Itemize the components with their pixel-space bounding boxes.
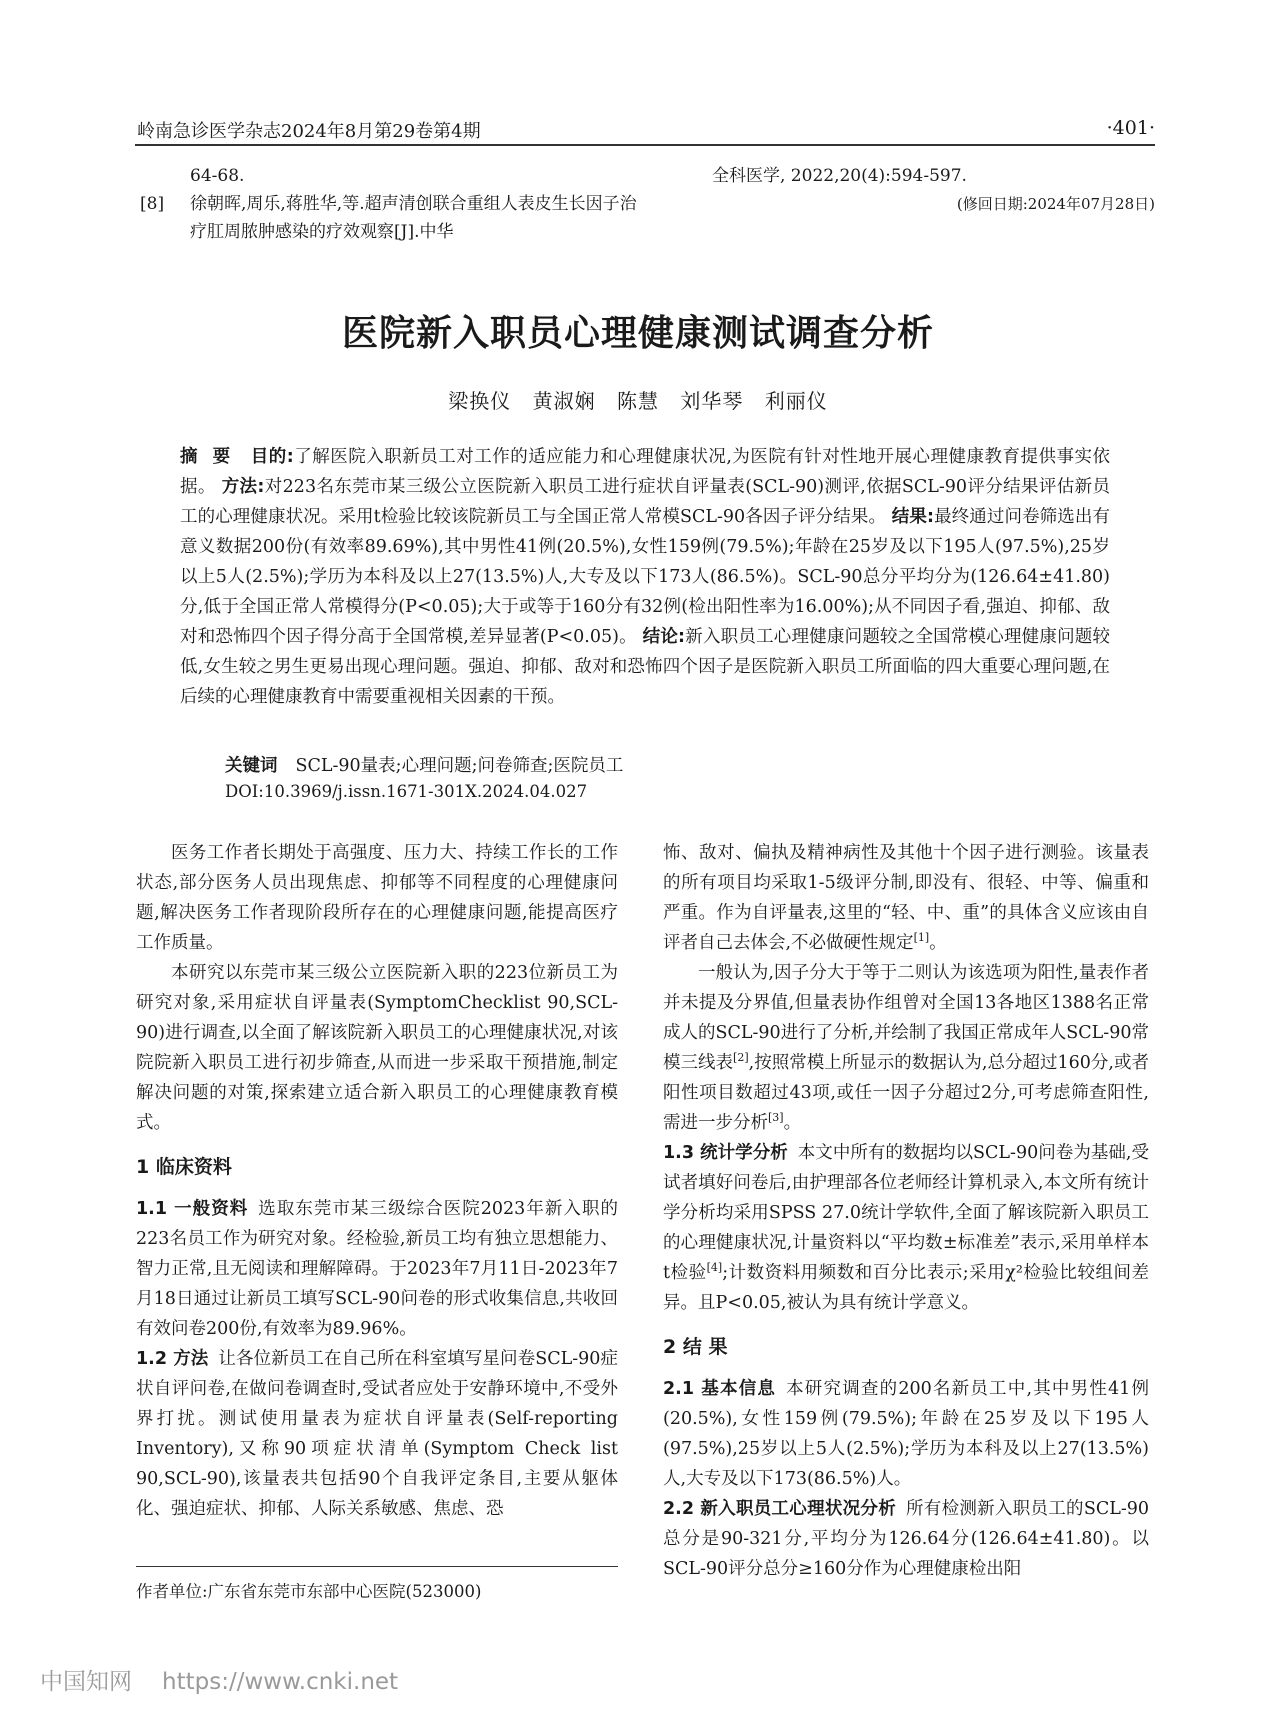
citation: [4] bbox=[706, 1261, 723, 1275]
paragraph bbox=[663, 1494, 1149, 1584]
paragraph-text: 所有检测新入职员工的SCL-90总分是90-321分,平均分为126.64分(126.64±41.80)。以SCL-90评分总分≥160分作为心理健康检出阳 bbox=[663, 1499, 1150, 1579]
paragraph-text: ;计数资料用频数和百分比表示;采用χ²检验比较组间差异。且P<0.05,被认为具有统计学意义。 bbox=[663, 1263, 1149, 1313]
cnki-logo-text: 中国知网 bbox=[40, 1669, 132, 1695]
header-rule bbox=[135, 144, 1155, 146]
subsection-label: 2.2 新入职员工心理状况分析 bbox=[663, 1499, 896, 1519]
references-left bbox=[140, 162, 640, 246]
doi: DOI:10.3969/j.issn.1671-301X.2024.04.027 bbox=[225, 782, 588, 801]
section-heading: 2 结 果 bbox=[663, 1336, 728, 1358]
method-text: 对223名东莞市某三级公立医院新入职员工进行症状自评量表(SCL-90)测评,依据SCL-90评分结果评估新员工的心理健康状况。采用t检验比较该院新员工与全国正常人常模SCL-90各因子评分结果。 bbox=[180, 477, 1111, 527]
subsection-label: 1.3 统计学分析 bbox=[663, 1143, 788, 1163]
ref-8 bbox=[140, 190, 640, 246]
objective-label: 目的: bbox=[250, 447, 294, 467]
paragraph-text: 。 bbox=[929, 933, 947, 953]
footnote-rule bbox=[136, 1566, 618, 1567]
paragraph-text: 让各位新员工在自己所在科室填写星问卷SCL-90症状自评问卷,在做问卷调查时,受试者应处于安静环境中,不受外界打扰。测试使用量表为症状自评量表(Self-reporting Inventory),又称90项症状清单(Symptom Check list 90,SCL-90),该量表共包括90个自我评定条目,主要从躯体化、强迫症状、抑郁、人际关系敏感、焦虑、恐 bbox=[136, 1349, 619, 1519]
cnki-watermark bbox=[40, 1663, 398, 1696]
paragraph-text: 本文中所有的数据均以SCL-90问卷为基础,受试者填好问卷后,由护理部各位老师经计算机录入,本文所有统计学分析均采用SPSS 27.0统计学软件,全面了解该院新入职员工的心理健康状况,计量资料以“平均数±标准差”表示,采用单样本t检验 bbox=[663, 1143, 1149, 1283]
page-number: ·401· bbox=[1106, 117, 1155, 139]
paragraph bbox=[663, 1374, 1149, 1494]
paragraph bbox=[136, 1194, 618, 1344]
abstract-label: 摘 要 bbox=[180, 447, 235, 467]
paragraph-text: 一般认为,因子分大于等于二则认为该选项为阳性,量表作者并未提及分界值,但量表协作组曾对全国13各地区1388名正常成人的SCL-90进行了分析,并绘制了我国正常成年人SCL-90常模三线表 bbox=[663, 963, 1149, 1073]
keywords bbox=[225, 752, 623, 777]
ref-8-number: [8] bbox=[140, 194, 165, 214]
paragraph-text: 选取东莞市某三级综合医院2023年新入职的223名员工作为研究对象。经检验,新员工均有独立思想能力、智力正常,且无阅读和理解障碍。于2023年7月11日-2023年7月18日通过让新员工填写SCL-90问卷的形式收集信息,共收回有效问卷200份,有效率为89.96%。 bbox=[136, 1199, 618, 1339]
prev-ref-tail: 64-68. bbox=[190, 166, 245, 186]
conclusion-text: 新入职员工心理健康问题较之全国常模心理健康问题较低,女生较之男生更易出现心理问题。强迫、抑郁、敌对和恐怖四个因子是医院新入职员工所面临的四大重要心理问题,在后续的心理健康教育中需要重视相关因素的干预。 bbox=[180, 627, 1111, 707]
article-title: 医院新入职员心理健康测试调查分析 bbox=[341, 312, 934, 354]
journal-header: 岭南急诊医学杂志2024年8月第29卷第4期 bbox=[137, 121, 481, 142]
cnki-url[interactable]: https://www.cnki.net bbox=[162, 1669, 399, 1695]
subsection-label: 1.1 一般资料 bbox=[136, 1199, 249, 1219]
result-label: 结果: bbox=[891, 507, 934, 527]
paragraph bbox=[663, 958, 1149, 1138]
keywords-text: SCL-90量表;心理问题;问卷筛查;医院员工 bbox=[295, 756, 624, 776]
author-affiliation: 作者单位:广东省东莞市东部中心医院(523000) bbox=[136, 1582, 482, 1601]
ref-8-text: 徐朝晖,周乐,蒋胜华,等.超声清创联合重组人表皮生长因子治疗肛周脓肿感染的疗效观察[J].中华 bbox=[190, 194, 637, 242]
paragraph bbox=[663, 1138, 1149, 1318]
keywords-label: 关键词 bbox=[225, 756, 278, 776]
paragraph-text: ,按照常模上所显示的数据认为,总分超过160分,或者阳性项目数超过43项,或任一因子分超过2分,可考虑筛查阳性,需进一步分析 bbox=[663, 1053, 1149, 1133]
paragraph-text: 本研究调查的200名新员工中,其中男性41例(20.5%),女性159例(79.5%);年龄在25岁及以下195人(97.5%),25岁以上5人(2.5%);学历为本科及以上27(13.5%)人,大专及以下173(86.5%)人。 bbox=[663, 1379, 1149, 1489]
objective-text: 了解医院入职新员工对工作的适应能力和心理健康状况,为医院有针对性地开展心理健康教育提供事实依据。 bbox=[180, 447, 1110, 497]
citation: [2] bbox=[733, 1051, 749, 1065]
result-text: 最终通过问卷筛选出有意义数据200份(有效率89.69%),其中男性41例(20.5%),女性159例(79.5%);年龄在25岁及以下195人(97.5%),25岁以上5人(2.5%);学历为本科及以上27(13.5%)人,大专及以下173人(86.5%)。SCL-90总分平均分为(126.64±41.80)分,低于全国正常人常模得分(P<0.05);大于或等于160分有32例(检出阳性率为16.00%);从不同因子看,强迫、抑郁、敌对和恐怖四个因子得分高于全国常模,差异显著(P<0.05)。 bbox=[180, 507, 1110, 647]
paragraph-text: 。 bbox=[783, 1113, 802, 1133]
paragraph: 医务工作者长期处于高强度、压力大、持续工作长的工作状态,部分医务人员出现焦虑、抑郁等不同程度的心理健康问题,解决医务工作者现阶段所存在的心理健康问题,能提高医疗工作质量。 bbox=[136, 843, 618, 953]
citation: [3] bbox=[768, 1111, 784, 1125]
body-left-column bbox=[136, 838, 618, 1524]
abstract bbox=[180, 442, 1110, 712]
section-heading: 1 临床资料 bbox=[136, 1156, 232, 1178]
paragraph-text: 怖、敌对、偏执及精神病性及其他十个因子进行测验。该量表的所有项目均采取1-5级评分制,即没有、很轻、中等、偏重和严重。作为自评量表,这里的“轻、中、重”的具体含义应该由自评者自己去体会,不必做硬性规定 bbox=[663, 843, 1149, 953]
paragraph bbox=[136, 1344, 618, 1524]
revised-date: (修回日期:2024年07月28日) bbox=[956, 195, 1155, 213]
method-label: 方法: bbox=[221, 477, 265, 497]
paragraph: 本研究以东莞市某三级公立医院新入职的223位新员工为研究对象,采用症状自评量表(SymptomChecklist 90,SCL-90)进行调查,以全面了解该院新入职员工的心理健康状况,对该院院新入职员工进行初步筛查,从而进一步采取干预措施,制定解决问题的对策,探索建立适合新入职员工的心理健康教育模式。 bbox=[136, 963, 618, 1133]
conclusion-label: 结论: bbox=[642, 627, 686, 647]
authors: 梁换仪 黄淑娴 陈慧 刘华琴 利丽仪 bbox=[448, 389, 828, 413]
subsection-label: 1.2 方法 bbox=[136, 1349, 209, 1369]
ref-8-continued: 全科医学, 2022,20(4):594-597. bbox=[712, 166, 967, 186]
body-right-column bbox=[663, 838, 1149, 1584]
paragraph bbox=[663, 838, 1149, 958]
citation: [1] bbox=[913, 931, 930, 945]
subsection-label: 2.1 基本信息 bbox=[663, 1379, 777, 1399]
